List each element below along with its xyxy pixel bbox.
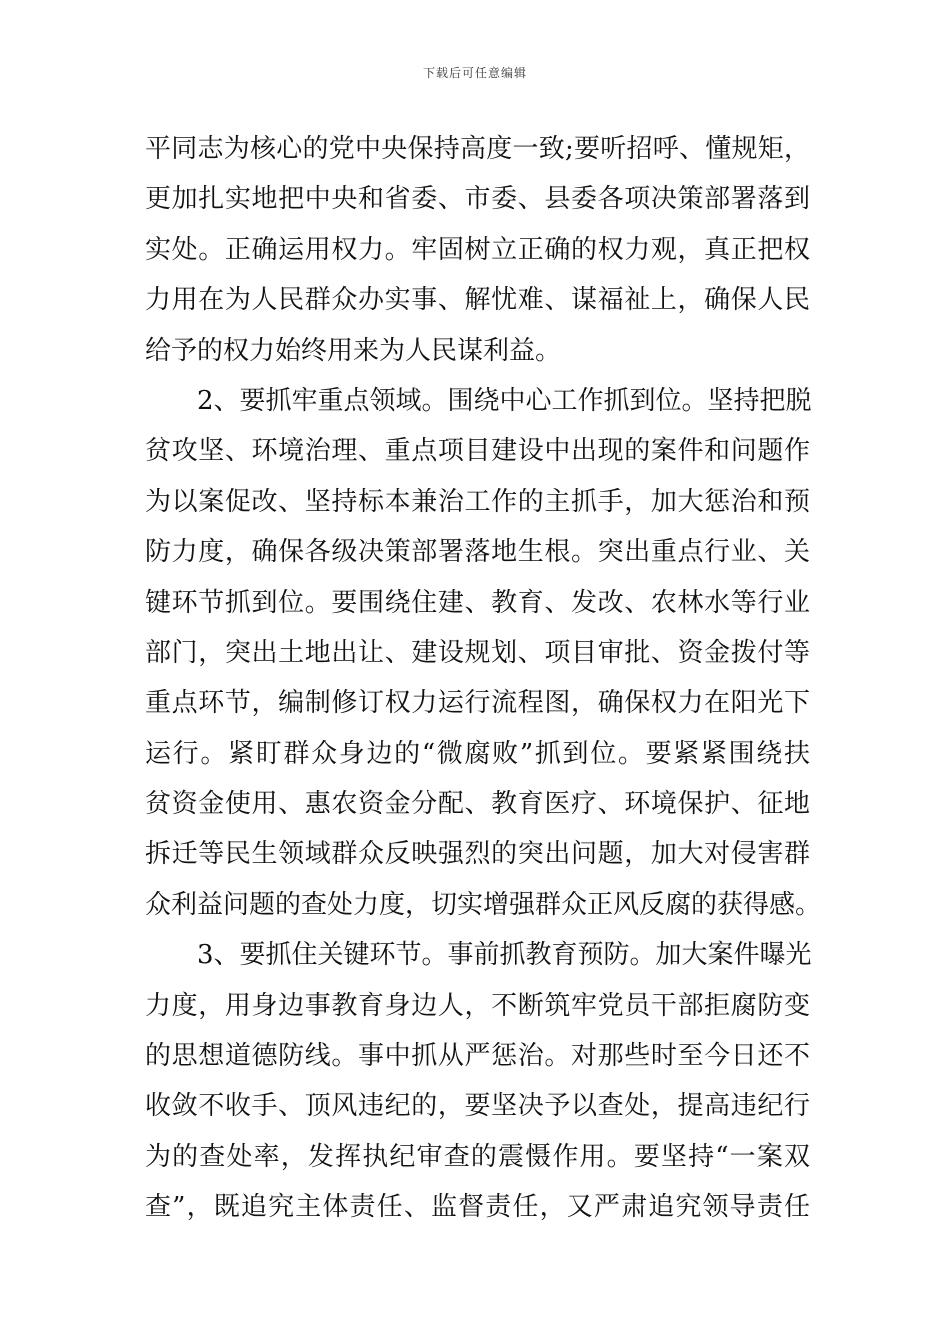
text-line: 为以案促改、坚持标本兼治工作的主抓手，加大惩治和预: [145, 486, 810, 517]
text-line: 贫攻坚、环境治理、重点项目建设中出现的案件和问题作: [145, 436, 810, 467]
text-line: 力用在为人民群众办实事、解忧难、谋福祉上，确保人民: [145, 285, 810, 316]
text-line: 的思想道德防线。事中抓从严惩治。对那些时至今日还不: [145, 1041, 810, 1072]
page-header: 下载后可任意编辑: [422, 66, 527, 80]
text-line: 实处。正确运用权力。牢固树立正确的权力观，真正把权: [145, 234, 810, 265]
text-line: 力度，用身边事教育身边人，不断筑牢党员干部拒腐防变: [145, 990, 810, 1021]
text-line: 2、要抓牢重点领域。围绕中心工作抓到位。坚持把脱: [197, 385, 812, 416]
text-line: 贫资金使用、惠农资金分配、教育医疗、环境保护、征地: [145, 789, 810, 820]
text-line: 重点环节，编制修订权力运行流程图，确保权力在阳光下: [145, 688, 810, 719]
text-line: 部门，突出土地出让、建设规划、项目审批、资金拨付等: [145, 637, 810, 668]
text-line: 给予的权力始终用来为人民谋利益。: [145, 335, 562, 366]
text-line: 运行。紧盯群众身边的“微腐败”抓到位。要紧紧围绕扶: [145, 738, 810, 769]
text-line: 键环节抓到位。要围绕住建、教育、发改、农林水等行业: [145, 587, 810, 618]
document-body: [145, 124, 822, 1233]
text-line: 众利益问题的查处力度，切实增强群众正风反腐的获得感。: [145, 889, 822, 920]
text-line: 为的查处率，发挥执纪审查的震慑作用。要坚持“一案双: [145, 1141, 810, 1172]
text-line: 查”，既追究主体责任、监督责任，又严肃追究领导责任: [145, 1192, 810, 1223]
text-line: 3、要抓住关键环节。事前抓教育预防。加大案件曝光: [197, 940, 812, 971]
text-line: 更加扎实地把中央和省委、市委、县委各项决策部署落到: [145, 184, 810, 215]
text-line: 收敛不收手、顶风违纪的，要坚决予以查处，提高违纪行: [145, 1091, 810, 1122]
text-line: 拆迁等民生领域群众反映强烈的突出问题，加大对侵害群: [145, 839, 810, 870]
text-line: 防力度，确保各级决策部署落地生根。突出重点行业、关: [145, 537, 810, 568]
text-line: 平同志为核心的党中央保持高度一致;要听招呼、懂规矩，: [145, 134, 810, 164]
